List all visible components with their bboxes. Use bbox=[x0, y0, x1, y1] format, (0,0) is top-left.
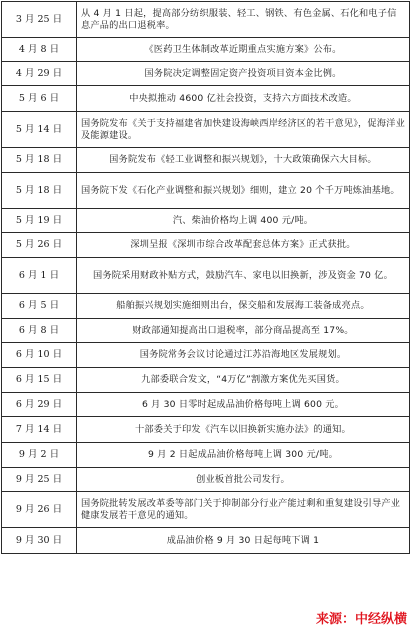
date-cell: 9 月 25 日 bbox=[2, 468, 77, 492]
event-cell: 创业板首批公司发行。 bbox=[77, 468, 410, 492]
event-cell: 中央拟推动 4600 亿社会投资，支持六方面技术改造。 bbox=[77, 86, 410, 112]
table-row bbox=[2, 148, 410, 173]
date-cell: 5 月 18 日 bbox=[2, 173, 77, 209]
event-cell: 从 4 月 1 日起，提高部分纺织服装、轻工、钢铁、有色金属、石化和电子信息产品的出口退税率。 bbox=[77, 2, 410, 38]
event-cell: 国务院批转发展改革委等部门关于抑制部分行业产能过剩和重复建设引导产业健康发展若干意见的通知。 bbox=[77, 492, 410, 528]
table-row bbox=[2, 209, 410, 233]
source-label: 来源：中经纵横 bbox=[314, 608, 409, 627]
date-cell: 9 月 2 日 bbox=[2, 443, 77, 468]
event-cell: 国务院发布《轻工业调整和振兴规划》，十大政策确保六大目标。 bbox=[77, 148, 410, 173]
table-body bbox=[2, 2, 410, 554]
event-cell: 成品油价格 9 月 30 日起每吨下调 1 bbox=[77, 528, 410, 554]
event-cell: 国务院决定调整固定资产投资项目资本金比例。 bbox=[77, 62, 410, 86]
table-row bbox=[2, 443, 410, 468]
table-row bbox=[2, 233, 410, 258]
table-row bbox=[2, 112, 410, 148]
event-cell: 国务院发布《关于支持福建省加快建设海峡西岸经济区的若干意见》，促海洋业及能源建设。 bbox=[77, 112, 410, 148]
event-cell: 九部委联合发文，“4万亿”割激方案优先买国货。 bbox=[77, 368, 410, 393]
date-cell: 6 月 1 日 bbox=[2, 258, 77, 294]
date-cell: 4 月 8 日 bbox=[2, 38, 77, 62]
date-cell: 9 月 26 日 bbox=[2, 492, 77, 528]
table-row bbox=[2, 468, 410, 492]
date-cell: 7 月 14 日 bbox=[2, 417, 77, 443]
table-row bbox=[2, 528, 410, 554]
event-cell: 9 月 2 日起成品油价格每吨上调 300 元/吨。 bbox=[77, 443, 410, 468]
table-row bbox=[2, 319, 410, 343]
event-cell: 国务院采用财政补贴方式，鼓励汽车、家电以旧换新，涉及资金 70 亿。 bbox=[77, 258, 410, 294]
event-cell: 《医药卫生体制改革近期重点实施方案》公布。 bbox=[77, 38, 410, 62]
date-cell: 9 月 30 日 bbox=[2, 528, 77, 554]
table-row bbox=[2, 492, 410, 528]
event-cell: 6 月 30 日零时起成品油价格每吨上调 600 元。 bbox=[77, 393, 410, 417]
event-cell: 财政部通知提高出口退税率，部分商品提高至 17%。 bbox=[77, 319, 410, 343]
table-row bbox=[2, 173, 410, 209]
table-row bbox=[2, 417, 410, 443]
table-row bbox=[2, 2, 410, 38]
date-cell: 4 月 29 日 bbox=[2, 62, 77, 86]
event-cell: 深圳呈报《深圳市综合改革配套总体方案》正式获批。 bbox=[77, 233, 410, 258]
table-row bbox=[2, 62, 410, 86]
date-cell: 6 月 5 日 bbox=[2, 294, 77, 319]
event-cell: 汽、柴油价格均上调 400 元/吨。 bbox=[77, 209, 410, 233]
event-cell: 十部委关于印发《汽车以旧换新实施办法》的通知。 bbox=[77, 417, 410, 443]
event-cell: 国务院下发《石化产业调整和振兴规划》细则，建立 20 个千万吨炼油基地。 bbox=[77, 173, 410, 209]
table-row bbox=[2, 258, 410, 294]
table-row bbox=[2, 294, 410, 319]
date-cell: 5 月 6 日 bbox=[2, 86, 77, 112]
table-row bbox=[2, 86, 410, 112]
table-row bbox=[2, 393, 410, 417]
date-cell: 6 月 15 日 bbox=[2, 368, 77, 393]
date-cell: 6 月 29 日 bbox=[2, 393, 77, 417]
date-cell: 5 月 14 日 bbox=[2, 112, 77, 148]
date-cell: 5 月 18 日 bbox=[2, 148, 77, 173]
date-cell: 5 月 19 日 bbox=[2, 209, 77, 233]
event-cell: 国务院常务会议讨论通过江苏沿海地区发展规划。 bbox=[77, 343, 410, 368]
date-cell: 6 月 8 日 bbox=[2, 319, 77, 343]
date-cell: 5 月 26 日 bbox=[2, 233, 77, 258]
table-row bbox=[2, 38, 410, 62]
date-cell: 3 月 25 日 bbox=[2, 2, 77, 38]
table-row bbox=[2, 368, 410, 393]
table-row bbox=[2, 343, 410, 368]
date-cell: 6 月 10 日 bbox=[2, 343, 77, 368]
event-cell: 船舶振兴规划实施细则出台，保交船和发展海工装备成亮点。 bbox=[77, 294, 410, 319]
policy-timeline-table bbox=[1, 1, 410, 554]
